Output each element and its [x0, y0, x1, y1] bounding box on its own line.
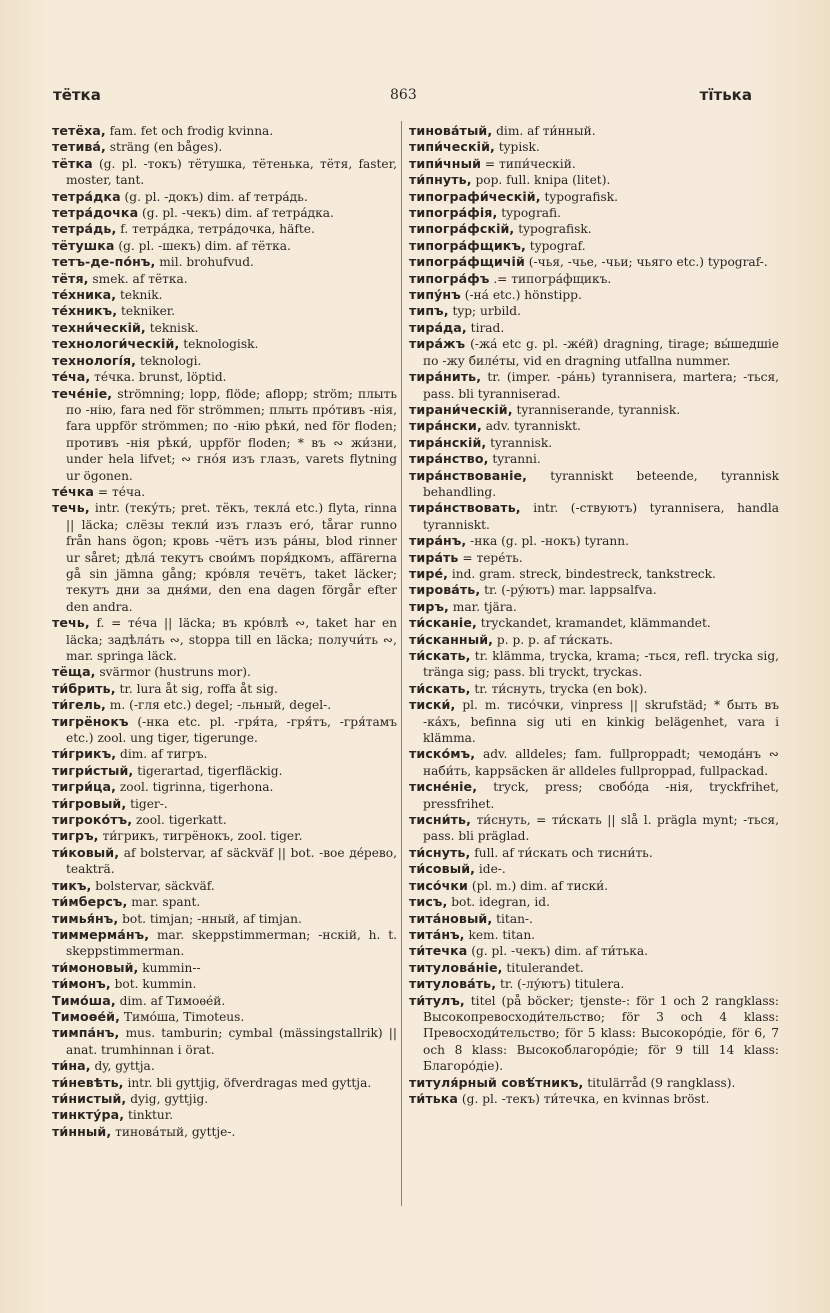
entry-definition: f. = те́ча || läcka; въ кро́влѣ ∾, taket har en läcka; задѣла́ть ∾, stoppa till en läcka; получи́ть ∾, mar. springa läck. [66, 616, 398, 663]
entry-headword: тётя, [52, 270, 89, 286]
dictionary-entry [409, 172, 779, 188]
entry-definition: = тере́ть. [462, 550, 523, 565]
dictionary-entry [52, 681, 397, 697]
entry-headword: тира́нскій, [409, 434, 487, 450]
entry-definition: (-чья, -чье, -чьи; чьяго etc.) typograf-. [528, 255, 768, 270]
entry-headword: тира́ть [409, 549, 459, 565]
entry-definition: mus. tamburin; cymbal (mässingstallrik) || anat. trumhinnan i örat. [66, 1026, 398, 1057]
entry-headword: тёща, [52, 664, 96, 680]
entry-definition: bolstervar, säckväf. [95, 878, 215, 893]
entry-definition: tigerartad, tigerfläckig. [137, 763, 283, 778]
entry-headword: тита́нъ, [409, 926, 465, 942]
dictionary-entry [52, 221, 397, 237]
entry-headword: тече́ніе, [52, 385, 113, 401]
entry-headword: ти́нистый, [52, 1090, 127, 1106]
entry-headword: ти́сканный, [409, 631, 494, 647]
entry-headword: тира́нствованіе, [409, 467, 528, 483]
entry-headword: титулова́ніе, [409, 959, 503, 975]
entry-headword: те́хникъ, [52, 303, 118, 319]
entry-headword: тетива́, [52, 139, 106, 155]
entry-definition: typograf. [529, 238, 586, 253]
entry-definition: typisk. [498, 140, 540, 155]
dictionary-entry [52, 1107, 397, 1123]
entry-definition: tyranniserande, tyrannisk. [516, 402, 681, 417]
entry-definition: ти́снуть, = ти́скать || slå l. prägla mynt; -ться, pass. bli präglad. [423, 813, 779, 844]
entry-definition: intr. (-ствуютъ) tyrannisera, handla tyranniskt. [423, 501, 779, 532]
dictionary-entry [409, 156, 779, 172]
entry-headword: тира́нить, [409, 369, 482, 385]
entry-definition: (g. pl. -шекъ) dim. af тётка. [118, 238, 291, 253]
entry-headword: тигроко́тъ, [52, 812, 133, 828]
entry-definition: mar. spant. [131, 895, 201, 910]
dictionary-entry [409, 205, 779, 221]
dictionary-entry [409, 681, 779, 697]
entry-definition: tr. klämma, trycka, krama; -ться, refl. trycka sig, tränga sig; pass. bli tryckt, tryckas. [423, 649, 779, 680]
entry-headword: ти́на, [52, 1058, 91, 1074]
dictionary-entry [409, 468, 779, 501]
entry-definition: tiger-. [130, 796, 168, 811]
dictionary-entry [409, 402, 779, 418]
entry-headword: тира́жъ [409, 336, 466, 352]
dictionary-entry [409, 336, 779, 369]
entry-definition: kummin-- [142, 960, 201, 975]
column-divider [401, 121, 402, 1206]
entry-headword: тетра́дочка [52, 205, 139, 221]
entry-definition: (g. pl. -чекъ) dim. af тетра́дка. [142, 206, 334, 221]
entry-headword: Тимоѳе́й, [52, 1008, 120, 1024]
dictionary-entry [52, 911, 397, 927]
dictionary-entry [409, 746, 779, 779]
entry-headword: тигръ, [52, 828, 99, 844]
entry-headword: типографи́ческій, [409, 188, 541, 204]
dictionary-entry [52, 320, 397, 336]
entry-definition: dyig, gyttjig. [130, 1091, 209, 1106]
dictionary-entry [52, 1124, 397, 1140]
dictionary-entry [52, 894, 397, 910]
entry-headword: тинкту́ра, [52, 1107, 125, 1123]
entry-headword: тиръ, [409, 598, 449, 614]
entry-definition: tr. (-лу́ютъ) titulera. [500, 977, 625, 992]
entry-definition: intr. bli gyttjig, öfverdragas med gyttja. [127, 1075, 372, 1090]
dictionary-entry [409, 287, 779, 303]
entry-definition: sträng (en båges). [109, 140, 223, 155]
entry-definition: titan-. [496, 911, 533, 926]
entry-definition: typ; urbild. [452, 304, 521, 319]
entry-definition: typografi. [501, 206, 562, 221]
dictionary-entry [52, 845, 397, 878]
dictionary-entry [52, 828, 397, 844]
entry-definition: = те́ча. [97, 484, 146, 499]
entry-headword: тимья́нъ, [52, 910, 119, 926]
dictionary-entry [409, 566, 779, 582]
entry-definition: strömning; lopp, flöde; aflopp; ström; плыть по -нію, fara ned för strömmen; плыть про́тивъ -нія, fara uppför strömmen; по -нію рѣки́, ned för floden; противъ -нія рѣки́, uppför floden; * въ ∾ жи́зни, under hela lifvet; ∾ гно́я изъ глазъ, varets flytning ur ögonen. [66, 386, 397, 483]
entry-definition: titel (på böcker; tjenste-: för 1 och 2 rangklass: Высокопревосходи́тельство; för 3 och 4 klass: Превосходи́тельство; för 5 klass: Высокоро́діе, för 6, 7 och 8 klass: Высокоблагоро́діе; för 9 till 14 klass: Благоро́діе). [423, 993, 780, 1074]
dictionary-entry [52, 205, 397, 221]
entry-definition: af bolstervar, af säckväf || bot. -вое де́рево, teakträ. [66, 845, 398, 877]
dictionary-entry [409, 1091, 779, 1107]
entry-definition: svärmor (hustruns mor). [99, 665, 251, 680]
entry-headword: техни́ческій, [52, 319, 146, 335]
dictionary-entry [52, 664, 397, 680]
entry-headword: те́чка [52, 483, 95, 499]
entry-definition: f. тетра́дка, тетра́дочка, häfte. [120, 222, 315, 237]
dictionary-entry [52, 746, 397, 762]
entry-headword: ти́тька [409, 1090, 459, 1106]
right-column [409, 123, 779, 1107]
entry-definition: zool. tigerkatt. [136, 813, 227, 828]
dictionary-entry [52, 189, 397, 205]
dictionary-entry [52, 1058, 397, 1074]
page-header [0, 86, 830, 108]
dictionary-entry [409, 976, 779, 992]
entry-definition: teknologi. [139, 353, 202, 368]
entry-definition: -нка (g. pl. -нокъ) tyrann. [470, 534, 629, 549]
entry-definition: tyranniskt beteende, tyrannisk behandling. [423, 468, 779, 499]
entry-headword: типогра́фія, [409, 205, 498, 221]
dictionary-entry [52, 697, 397, 713]
entry-headword: технологи́ческій, [52, 336, 180, 352]
dictionary-entry [52, 254, 397, 270]
dictionary-entry [52, 779, 397, 795]
entry-headword: ти́невѣть, [52, 1074, 124, 1090]
entry-definition: teknik. [120, 288, 163, 303]
entry-definition: fam. fet och frodig kvinna. [109, 124, 274, 138]
entry-definition: typografisk. [518, 222, 592, 237]
entry-headword: тира́да, [409, 319, 467, 335]
entry-headword: ти́ковый, [52, 844, 120, 860]
entry-definition: ind. gram. streck, bindestreck, tankstreck. [451, 566, 716, 581]
entry-headword: тира́нски, [409, 418, 482, 434]
entry-headword: ти́мберсъ, [52, 894, 128, 910]
dictionary-entry [409, 632, 779, 648]
entry-definition: tryck, press; свобо́да -нія, tryckfrihet, pressfrihet. [423, 780, 779, 811]
entry-headword: тиммерма́нъ, [52, 926, 150, 942]
dictionary-entry [409, 927, 779, 943]
dictionary-entry [52, 484, 397, 500]
entry-definition: ide-. [478, 862, 506, 877]
entry-definition: Тимо́ша, Timoteus. [123, 1009, 245, 1024]
dictionary-entry [409, 435, 779, 451]
dictionary-entry [409, 320, 779, 336]
dictionary-entry [409, 303, 779, 319]
entry-definition: tr. (imper. -ра́нь) tyrannisera, martera; -ться, pass. bli tyranniserad. [423, 370, 780, 401]
entry-definition: pop. full. knipa (litet). [475, 173, 611, 188]
entry-definition: тинова́тый, gyttje-. [115, 1124, 236, 1139]
entry-definition: titulerandet. [506, 960, 584, 975]
entry-definition: tyranni. [492, 452, 541, 467]
entry-headword: тинова́тый, [409, 123, 493, 138]
entry-headword: ти́сканіе, [409, 615, 477, 631]
dictionary-entry [52, 369, 397, 385]
entry-headword: тиски́, [409, 697, 456, 713]
dictionary-entry [409, 960, 779, 976]
dictionary-entry [409, 812, 779, 845]
dictionary-entry [52, 238, 397, 254]
entry-headword: течь, [52, 500, 90, 516]
entry-definition: tryckandet, kramandet, klämmandet. [480, 616, 711, 631]
dictionary-entry [409, 599, 779, 615]
entry-headword: типогра́фщичій [409, 254, 525, 270]
entry-headword: тикъ, [52, 877, 92, 893]
entry-headword: титуля́рный совѣ́тникъ, [409, 1074, 584, 1090]
entry-headword: те́хника, [52, 287, 117, 303]
entry-definition: (g. pl. -чекъ) dim. af ти́тька. [471, 944, 649, 959]
dictionary-entry [52, 123, 397, 139]
entry-definition: intr. (теку́ть; pret. тёкъ, текла́ etc.) flyta, rinna || läcka; слёзы текли́ изъ глазъ его́, tårar runno från hans ögon; кровь -чётъ изъ ра́ны, blod rinner ur såret; дѣла́ текутъ свои́мъ поря́дкомъ, affärerna gå sin jämna gång; кро́вля течётъ, taket läcker; текутъ дни за дня́ми, den ena dagen förgår efter den andra. [66, 501, 397, 614]
dictionary-entry [52, 993, 397, 1009]
entry-headword: тётушка [52, 237, 115, 253]
dictionary-entry [52, 500, 397, 615]
entry-headword: ти́течка [409, 943, 468, 959]
entry-definition: typografisk. [544, 189, 618, 204]
entry-definition: tr. lura åt sig, roffa åt sig. [119, 681, 278, 696]
dictionary-entry [52, 139, 397, 155]
left-column [52, 123, 397, 1140]
entry-definition: teknisk. [149, 320, 199, 335]
entry-headword: тирани́ческій, [409, 401, 513, 417]
entry-headword: тетёха, [52, 123, 106, 138]
entry-definition: (pl. m.) dim. af тиски́. [471, 878, 609, 893]
dictionary-entry [52, 353, 397, 369]
dictionary-entry [52, 763, 397, 779]
dictionary-entry [409, 697, 779, 746]
entry-definition: pl. m. тисо́чки, vinpress || skrufstäd; * быть въ -ка́хъ, befinna sig uti en kinkig belägenhet, vara i klämma. [423, 698, 780, 746]
dictionary-entry [52, 960, 397, 976]
entry-definition: .= типогра́фщикъ. [493, 271, 612, 286]
entry-headword: тира́нъ, [409, 533, 467, 549]
entry-definition: (g. pl. -текъ) ти́течка, en kvinnas bröst. [461, 1091, 710, 1106]
entry-headword: ти́снуть, [409, 844, 471, 860]
dictionary-entry [409, 123, 779, 139]
entry-definition: tr. ти́снуть, trycka (en bok). [474, 681, 648, 696]
entry-headword: тётка [52, 155, 93, 171]
entry-definition: adv. tyranniskt. [485, 419, 581, 434]
entry-definition: tekniker. [120, 304, 176, 319]
entry-definition: (g. pl. -докъ) dim. af тетра́дь. [124, 189, 308, 204]
entry-headword: тире́, [409, 565, 448, 581]
entry-headword: ти́тулъ, [409, 992, 465, 1008]
entry-headword: ти́гель, [52, 697, 106, 713]
entry-definition: tyrannisk. [490, 435, 553, 450]
entry-headword: типи́чный [409, 155, 482, 171]
entry-headword: типу́нъ [409, 287, 461, 303]
entry-headword: тетра́дь, [52, 221, 117, 237]
entry-definition: adv. alldeles; fam. fullproppadt; чемода́нъ ∾ наби́ть, kappsäcken är alldeles fullproppad, fullpackad. [423, 747, 780, 778]
entry-headword: ти́скать, [409, 680, 471, 696]
right-running-headword: тїтька [699, 86, 752, 104]
entry-definition: bot. timjan; -нный, af timjan. [122, 911, 302, 926]
dictionary-entry [409, 911, 779, 927]
entry-headword: тира́нствовать, [409, 500, 521, 516]
dictionary-entry [409, 533, 779, 549]
left-running-headword: тётка [53, 86, 101, 104]
entry-headword: технологі́я, [52, 352, 137, 368]
entry-definition: (g. pl. -токъ) тётушка, тётенька, тётя, faster, moster, tant. [66, 156, 397, 188]
dictionary-entry [409, 878, 779, 894]
dictionary-entry [52, 1075, 397, 1091]
entry-definition: p. p. p. af ти́скать. [496, 632, 614, 647]
entry-headword: тиско́мъ, [409, 746, 476, 762]
entry-headword: ти́нный, [52, 1123, 112, 1139]
entry-definition: (-нка etc. pl. -гря́та, -гря́тъ, -гря́тамъ etc.) zool. ung tiger, tigerunge. [66, 714, 398, 746]
entry-headword: те́ча, [52, 369, 91, 385]
entry-headword: типогра́фъ [409, 270, 490, 286]
entry-headword: ти́совый, [409, 861, 476, 877]
entry-headword: ти́моновый, [52, 959, 139, 975]
dictionary-entry [409, 418, 779, 434]
entry-definition: tirad. [470, 320, 505, 335]
dictionary-entry [52, 336, 397, 352]
entry-definition: dim. af ти́нный. [496, 124, 596, 138]
entry-definition: m. (-гля etc.) degel; -льный, degel-. [109, 698, 332, 713]
dictionary-entry [409, 894, 779, 910]
entry-headword: тимпа́нъ, [52, 1025, 120, 1041]
page-number: 863 [390, 87, 417, 103]
dictionary-entry [409, 221, 779, 237]
entry-definition: dim. af тигръ. [120, 747, 208, 762]
dictionary-entry [409, 943, 779, 959]
entry-headword: тисне́ніе, [409, 779, 478, 795]
entry-headword: ти́брить, [52, 680, 116, 696]
entry-definition: = типи́ческій. [484, 156, 576, 171]
entry-definition: ти́грикъ, тигрёнокъ, zool. tiger. [102, 829, 303, 844]
entry-definition: mil. brohufvud. [159, 255, 254, 270]
entry-headword: тигрёнокъ [52, 713, 129, 729]
entry-headword: типи́ческій, [409, 139, 495, 155]
dictionary-entry [409, 779, 779, 812]
entry-headword: Тимо́ша, [52, 992, 116, 1008]
dictionary-entry [409, 189, 779, 205]
dictionary-entry [409, 271, 779, 287]
entry-headword: ти́скать, [409, 648, 471, 663]
dictionary-entry [409, 550, 779, 566]
entry-headword: ти́грикъ, [52, 746, 117, 762]
entry-definition: full. af ти́скать och тисни́ть. [474, 845, 653, 860]
entry-definition: zool. tigrinna, tigerhona. [119, 780, 274, 795]
entry-headword: тетра́дка [52, 188, 121, 204]
entry-headword: тигри́ца, [52, 779, 116, 795]
dictionary-entry [409, 845, 779, 861]
entry-definition: (-на́ etc.) hönstipp. [464, 288, 582, 303]
dictionary-entry [409, 500, 779, 533]
entry-headword: тетъ-де-по́нъ, [52, 254, 156, 270]
dictionary-entry [52, 386, 397, 484]
entry-headword: тисъ, [409, 894, 448, 910]
entry-headword: тисо́чки [409, 877, 468, 893]
entry-definition: mar. skeppstimmerman; -нскій, h. t. skeppstimmerman. [66, 927, 397, 959]
dictionary-entry [409, 139, 779, 155]
entry-definition: kem. titan. [468, 927, 536, 942]
dictionary-entry [52, 812, 397, 828]
entry-headword: типогра́фщикъ, [409, 237, 526, 253]
dictionary-entry [409, 369, 779, 402]
entry-definition: smek. af тётка. [92, 271, 188, 286]
entry-headword: тисни́ть, [409, 812, 471, 828]
entry-headword: тита́новый, [409, 910, 493, 926]
dictionary-entry [409, 648, 779, 681]
entry-definition: dim. af Тимоѳе́й. [119, 993, 226, 1008]
entry-definition: те́чка. brunst, löptid. [94, 370, 227, 385]
dictionary-entry [409, 582, 779, 598]
entry-headword: типъ, [409, 303, 449, 319]
dictionary-entry [409, 238, 779, 254]
entry-definition: teknologisk. [183, 337, 259, 352]
dictionary-entry [52, 1009, 397, 1025]
dictionary-entry [52, 271, 397, 287]
entry-definition: tinktur. [127, 1108, 174, 1123]
dictionary-entry [52, 1091, 397, 1107]
dictionary-entry [52, 714, 397, 747]
entry-definition: (-жа́ etc g. pl. -же́й) dragning, tirage; вы́шедшіе по -жу биле́ты, vid en dragning utfallna nummer. [423, 337, 780, 368]
entry-definition: bot. kummin. [114, 977, 197, 992]
dictionary-entry [52, 156, 397, 189]
entry-headword: ти́монъ, [52, 976, 111, 992]
entry-definition: bot. idegran, id. [451, 895, 550, 910]
dictionary-entry [52, 878, 397, 894]
entry-headword: течь, [52, 615, 90, 631]
dictionary-entry [52, 976, 397, 992]
dictionary-entry [52, 1025, 397, 1058]
entry-headword: типогра́фскій, [409, 221, 515, 237]
entry-headword: титулова́ть, [409, 976, 497, 992]
dictionary-entry [52, 796, 397, 812]
dictionary-entry [52, 303, 397, 319]
dictionary-entry [52, 927, 397, 960]
entry-definition: titulärråd (9 rangklass). [587, 1075, 736, 1090]
entry-headword: ти́пнуть, [409, 172, 472, 188]
entry-definition: dy, gyttja. [94, 1059, 155, 1074]
dictionary-entry [409, 1075, 779, 1091]
dictionary-entry [409, 861, 779, 877]
dictionary-entry [52, 287, 397, 303]
dictionary-entry [409, 615, 779, 631]
entry-headword: тирова́ть, [409, 582, 481, 598]
entry-definition: tr. (-ру́ютъ) mar. lappsalfva. [484, 583, 657, 598]
entry-headword: тира́нство, [409, 451, 489, 467]
dictionary-entry [52, 615, 397, 664]
entry-headword: тигри́стый, [52, 762, 134, 778]
dictionary-entry [409, 451, 779, 467]
entry-headword: ти́гровый, [52, 795, 127, 811]
dictionary-entry [409, 254, 779, 270]
entry-definition: mar. tjära. [452, 599, 517, 614]
dictionary-entry [409, 993, 779, 1075]
